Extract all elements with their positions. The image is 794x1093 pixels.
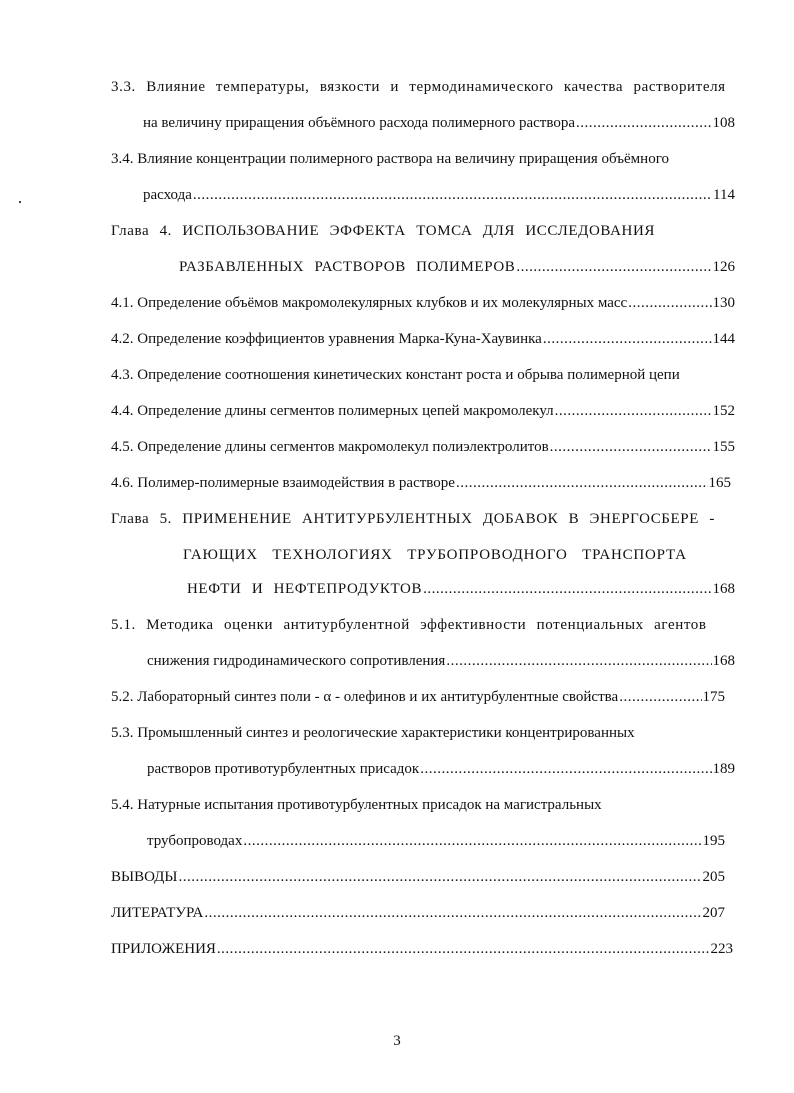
dot-leader (446, 652, 711, 670)
toc-page-number: 130 (712, 295, 735, 311)
toc-entry-5-4 (147, 832, 725, 850)
page-number: 3 (393, 1033, 401, 1049)
dot-leader (423, 580, 711, 598)
toc-page-number: 168 (712, 653, 735, 669)
toc-page-number: 168 (712, 581, 735, 597)
toc-chapter-4-line2: РАЗБАВЛЕННЫХ РАСТВОРОВ ПОЛИМЕРОВ (179, 259, 516, 275)
dot-leader (628, 294, 711, 312)
toc-entry-text: ВЫВОДЫ (111, 869, 178, 885)
dot-leader (217, 940, 710, 958)
toc-entry-text: 4.2. Определение коэффициентов уравнения Марка-Куна-Хаувинка (111, 331, 542, 347)
toc-page-number: 223 (710, 941, 733, 957)
dot-leader (456, 474, 708, 492)
toc-entry-4-1 (111, 294, 735, 312)
toc-page-number: 144 (712, 331, 735, 347)
toc-entry-3-4 (143, 186, 735, 204)
toc-entry-text: 4.6. Полимер-полимерные взаимодействия в растворе (111, 475, 455, 491)
toc-page-number: 165 (708, 475, 731, 491)
dot-leader (420, 760, 711, 778)
toc-entry-3-3 (143, 114, 735, 132)
toc-page-number: 207 (702, 905, 725, 921)
toc-entry-5-3 (147, 760, 735, 778)
dot-leader (576, 114, 711, 132)
scan-speck (19, 201, 21, 203)
toc-entry-5-1 (147, 652, 735, 670)
toc-page-number: 155 (712, 439, 735, 455)
toc-entry-3-3-line2: на величину приращения объёмного расхода полимерного раствора (143, 115, 576, 131)
toc-page-number: 152 (712, 403, 735, 419)
toc-page-number: 126 (712, 259, 735, 275)
toc-page-number: 205 (702, 869, 725, 885)
dot-leader (193, 186, 712, 204)
toc-chapter-5 (187, 580, 735, 598)
toc-entry-5-4-line1: 5.4. Натурные испытания противотурбулентных присадок на магистральных (111, 797, 602, 813)
toc-entry-text: ЛИТЕРАТУРА (111, 905, 204, 921)
toc-entry-4-3: 4.3. Определение соотношения кинетических констант роста и обрыва полимерной цепи (111, 367, 680, 383)
toc-page-number: 195 (702, 833, 725, 849)
toc-entry-4-6 (111, 474, 731, 492)
toc-entry-5-3-line1: 5.3. Промышленный синтез и реологические характеристики концентрированных (111, 725, 635, 741)
dot-leader (550, 438, 712, 456)
toc-page-number: 114 (713, 187, 735, 203)
toc-entry-5-3-line2: растворов противотурбулентных присадок (147, 761, 420, 777)
toc-entry-text: 4.1. Определение объёмов макромолекулярных клубков и их молекулярных масс (111, 295, 628, 311)
dot-leader (204, 904, 701, 922)
dot-leader (179, 868, 702, 886)
toc-page-number: 108 (712, 115, 735, 131)
toc-entry-text: 4.5. Определение длины сегментов макромолекул полиэлектролитов (111, 439, 549, 455)
toc-page-number: 189 (712, 761, 735, 777)
toc-entry-3-4-line2: расхода (143, 187, 192, 203)
toc-entry-5-4-line2: трубопроводах (147, 833, 243, 849)
toc-page-number: 175 (702, 689, 725, 705)
toc-chapter-5-line2: ГАЮЩИХ ТЕХНОЛОГИЯХ ТРУБОПРОВОДНОГО ТРАНСПОРТА (183, 547, 687, 563)
toc-entry-3-4-line1: 3.4. Влияние концентрации полимерного раствора на величину приращения объёмного (111, 151, 669, 167)
toc-chapter-4 (179, 258, 735, 276)
toc-chapter-5-line1: Глава 5. ПРИМЕНЕНИЕ АНТИТУРБУЛЕНТНЫХ ДОБАВОК В ЭНЕРГОСБЕРЕ - (111, 511, 715, 527)
toc-chapter-4-line1: Глава 4. ИСПОЛЬЗОВАНИЕ ЭФФЕКТА ТОМСА ДЛЯ ИССЛЕДОВАНИЯ (111, 223, 655, 239)
toc-appendices (111, 940, 733, 958)
toc-entry-4-5 (111, 438, 735, 456)
dot-leader (543, 330, 712, 348)
toc-literature (111, 904, 725, 922)
toc-entry-5-1-line2: снижения гидродинамического сопротивления (147, 653, 446, 669)
toc-entry-3-3-line1: 3.3. Влияние температуры, вязкости и термодинамического качества растворителя (111, 79, 726, 95)
dot-leader (243, 832, 701, 850)
toc-entry-text: ПРИЛОЖЕНИЯ (111, 941, 216, 957)
toc-entry-text: 5.2. Лабораторный синтез поли - α - олефинов и их антитурбулентные свойства (111, 689, 619, 705)
toc-entry-5-2 (111, 688, 725, 706)
toc-chapter-5-line3: НЕФТИ И НЕФТЕПРОДУКТОВ (187, 581, 423, 597)
toc-entry-4-4 (111, 402, 735, 420)
toc-entry-5-1-line1: 5.1. Методика оценки антитурбулентной эффективности потенциальных агентов (111, 617, 707, 633)
dot-leader (619, 688, 701, 706)
dot-leader (555, 402, 712, 420)
dot-leader (516, 258, 711, 276)
toc-entry-text: 4.4. Определение длины сегментов полимерных цепей макромолекул (111, 403, 554, 419)
toc-conclusions (111, 868, 725, 886)
toc-entry-4-2 (111, 330, 735, 348)
